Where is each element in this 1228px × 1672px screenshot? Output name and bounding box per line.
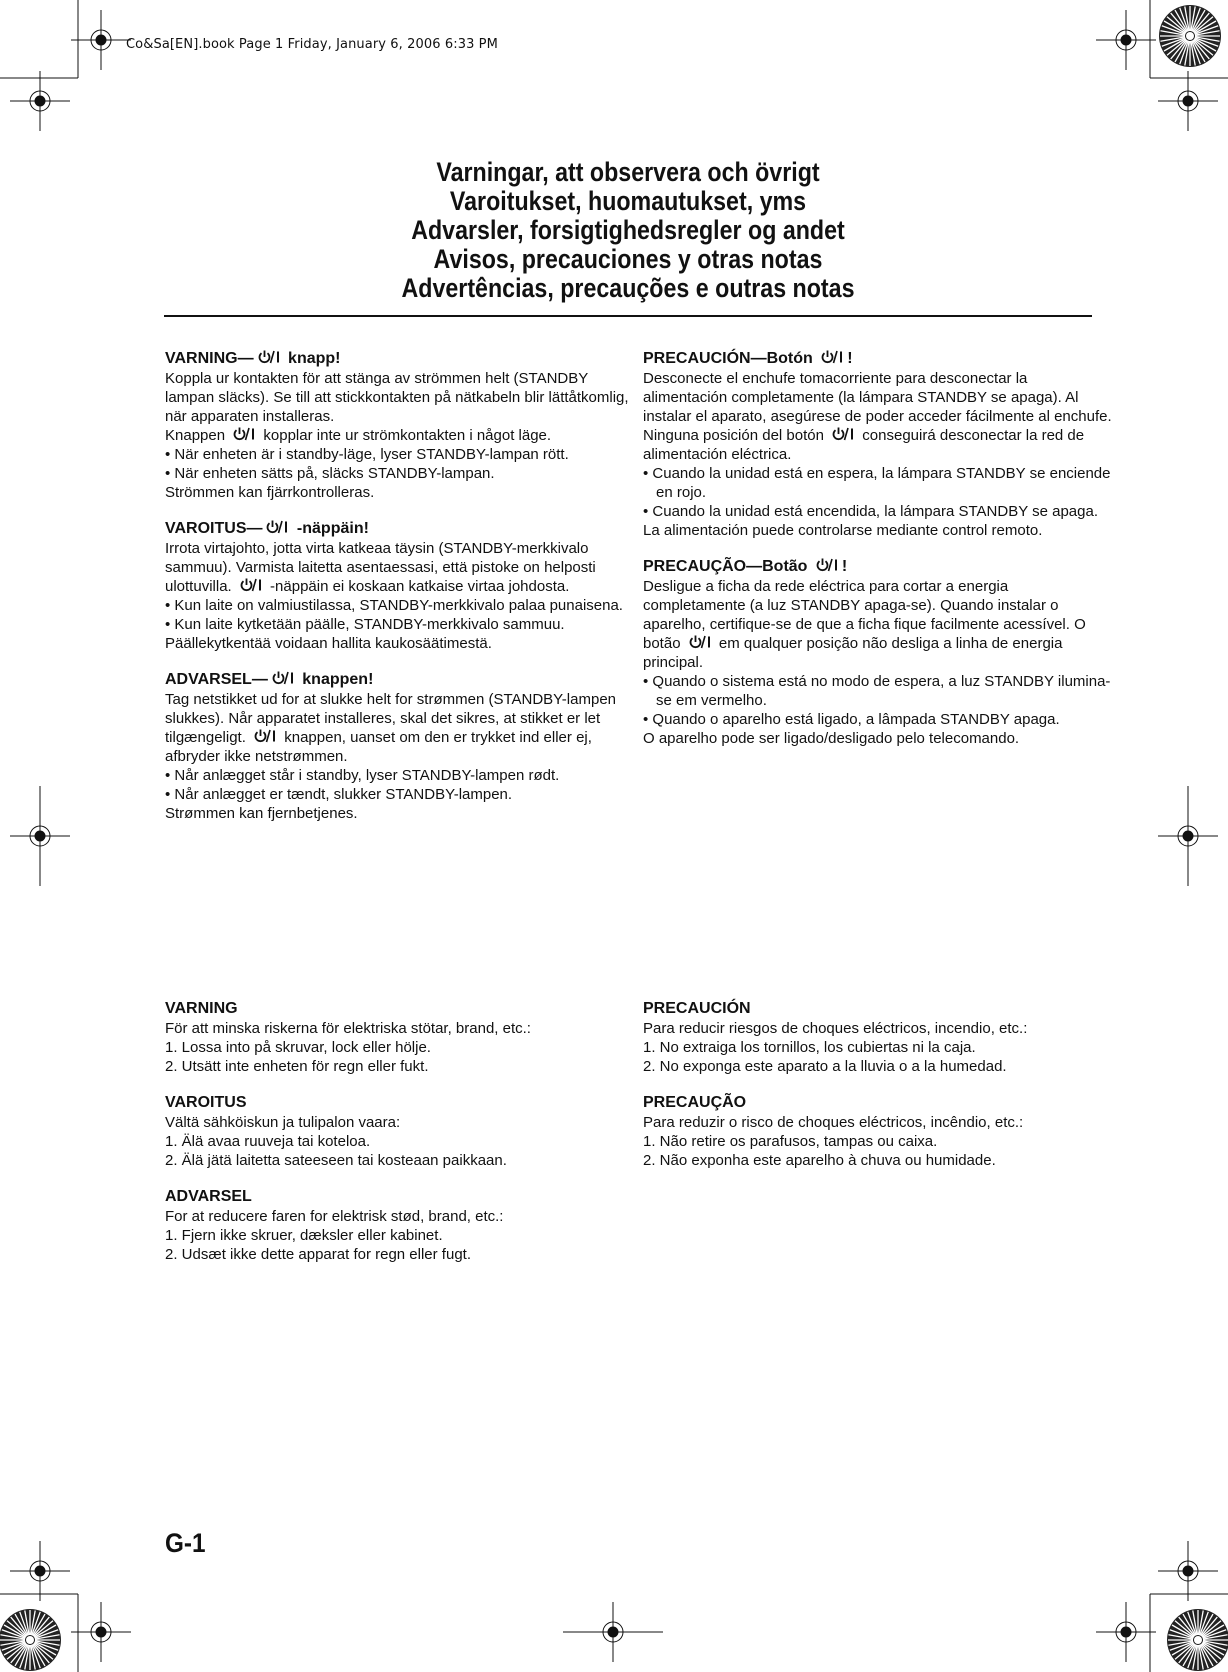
section-heading: PRECAUÇÃO—Botão ! bbox=[643, 558, 848, 575]
title-block bbox=[164, 158, 1092, 303]
starburst-target bbox=[1159, 5, 1221, 67]
paragraph: Strömmen kan fjärrkontrolleras. bbox=[165, 484, 375, 501]
title-swedish: Varningar, att observera och övrigt bbox=[436, 157, 820, 187]
section-heading: ADVARSEL bbox=[165, 1188, 252, 1205]
paragraph: Strømmen kan fjernbetjenes. bbox=[165, 805, 358, 822]
bullet-item: • Cuando la unidad está en espera, la lámpara STANDBY se enciende en rojo. bbox=[643, 465, 1111, 501]
title-danish: Advarsler, forsigtighedsregler og andet bbox=[411, 215, 845, 245]
list-item: 2. Älä jätä laitetta sateeseen tai kosteaan paikkaan. bbox=[165, 1152, 507, 1169]
right-column-power bbox=[643, 349, 1113, 765]
registration-mark bbox=[563, 1602, 663, 1662]
title-finnish: Varoitukset, huomautukset, yms bbox=[449, 186, 807, 216]
registration-mark bbox=[1158, 786, 1218, 886]
standby-power-icon bbox=[265, 519, 289, 535]
section-heading: VARNING— knapp! bbox=[165, 350, 341, 367]
section-heading: PRECAUÇÃO bbox=[643, 1094, 747, 1111]
bullet-item: • När enheten är i standby-läge, lyser STANDBY-lampan rött. bbox=[165, 446, 569, 463]
title-rule bbox=[164, 315, 1092, 317]
bullet-item: • Når anlægget står i standby, lyser STANDBY-lampen rødt. bbox=[165, 767, 560, 784]
section-heading: PRECAUCIÓN bbox=[643, 1000, 751, 1017]
standby-power-icon bbox=[257, 349, 281, 365]
danish-power-warning bbox=[165, 670, 635, 823]
list-item: 2. Não exponha este aparelho à chuva ou humidade. bbox=[643, 1152, 996, 1169]
paragraph: La alimentación puede controlarse mediante control remoto. bbox=[643, 522, 1043, 539]
bullet-item: • När enheten sätts på, släcks STANDBY-lampan. bbox=[165, 465, 495, 482]
bullet-item: • Quando o sistema está no modo de espera, a luz STANDBY ilumina-se em vermelho. bbox=[643, 673, 1111, 709]
list-item: 1. Não retire os parafusos, tampas ou caixa. bbox=[643, 1133, 938, 1150]
registration-mark bbox=[10, 1541, 70, 1601]
page-number: G-1 bbox=[165, 1528, 206, 1558]
standby-power-icon bbox=[831, 426, 855, 442]
paragraph: För att minska riskerna för elektriska stötar, brand, etc.: bbox=[165, 1020, 531, 1037]
list-item: 1. Fjern ikke skruer, dæksler eller kabinet. bbox=[165, 1227, 443, 1244]
standby-power-icon bbox=[820, 349, 844, 365]
paragraph: Koppla ur kontakten för att stänga av strömmen helt (STANDBY lampan släcks). Se till att stickkontakten på nätkabeln blir lättåtkomlig, när apparaten installeras. bbox=[165, 370, 629, 425]
paragraph: Tag netstikket ud for at slukke helt for strømmen (STANDBY-lampen slukkes). Når apparatet installeres, skal det sikres, at stikket er let tilgængeligt. knappen, uanset om den er trykket ind eller ej, afbryder ikke netstrømmen. bbox=[165, 691, 617, 765]
finnish-shock-warning bbox=[165, 1093, 635, 1170]
registration-mark bbox=[71, 1602, 131, 1662]
bullet-item: • Kun laite on valmiustilassa, STANDBY-merkkivalo palaa punaisena. bbox=[165, 597, 623, 614]
registration-mark bbox=[1158, 1541, 1218, 1601]
portuguese-power-warning bbox=[643, 557, 1113, 748]
registration-mark bbox=[1096, 10, 1156, 70]
paragraph: Päällekytkentää voidaan hallita kaukosäätimestä. bbox=[165, 635, 492, 652]
left-column-shock bbox=[165, 999, 635, 1281]
registration-mark bbox=[1158, 71, 1218, 131]
title-spanish: Avisos, precauciones y otras notas bbox=[433, 244, 823, 274]
bullet-item: • Quando o aparelho está ligado, a lâmpada STANDBY apaga. bbox=[643, 711, 1060, 728]
standby-power-icon bbox=[232, 426, 256, 442]
paragraph: Desconecte el enchufe tomacorriente para desconectar la alimentación completamente (la lámpara STANDBY se apaga). Al instalar el aparato, asegúrese de poder acceder fácilmente al enchufe. Ninguna posición del botón conseguirá desconectar la red de alimentación eléctrica. bbox=[643, 370, 1112, 463]
bullet-item: • Cuando la unidad está encendida, la lámpara STANDBY se apaga. bbox=[643, 503, 1098, 520]
standby-power-icon bbox=[688, 634, 712, 650]
list-item: 2. Utsätt inte enheten för regn eller fukt. bbox=[165, 1058, 429, 1075]
section-heading: VAROITUS bbox=[165, 1094, 247, 1111]
left-column-power bbox=[165, 349, 635, 840]
section-heading: VARNING bbox=[165, 1000, 238, 1017]
section-heading: PRECAUCIÓN—Botón ! bbox=[643, 350, 853, 367]
standby-power-icon bbox=[271, 670, 295, 686]
paragraph: O aparelho pode ser ligado/desligado pelo telecomando. bbox=[643, 730, 1020, 747]
bullet-item: • Kun laite kytketään päälle, STANDBY-merkkivalo sammuu. bbox=[165, 616, 565, 633]
standby-power-icon bbox=[239, 577, 263, 593]
print-header: Co&Sa[EN].book Page 1 Friday, January 6, 2006 6:33 PM bbox=[126, 37, 498, 52]
section-heading: VAROITUS— -näppäin! bbox=[165, 520, 369, 537]
swedish-shock-warning bbox=[165, 999, 635, 1076]
spanish-power-warning bbox=[643, 349, 1113, 540]
starburst-target bbox=[1167, 1609, 1228, 1671]
list-item: 1. Lossa into på skruvar, lock eller hölje. bbox=[165, 1039, 431, 1056]
swedish-power-warning bbox=[165, 349, 635, 502]
paragraph: For at reducere faren for elektrisk stød, brand, etc.: bbox=[165, 1208, 504, 1225]
right-column-shock bbox=[643, 999, 1113, 1187]
paragraph: Vältä sähköiskun ja tulipalon vaara: bbox=[165, 1114, 401, 1131]
registration-mark bbox=[1096, 1602, 1156, 1662]
title-portuguese: Advertências, precauções e outras notas bbox=[401, 273, 855, 303]
portuguese-shock-warning bbox=[643, 1093, 1113, 1170]
paragraph: Irrota virtajohto, jotta virta katkeaa täysin (STANDBY-merkkivalo sammuu). Varmista laitetta asentaessasi, että pistoke on helposti ulottuvilla. -näppäin ei koskaan katkaise virtaa johdosta. bbox=[165, 540, 596, 595]
standby-power-icon bbox=[253, 728, 277, 744]
list-item: 2. Udsæt ikke dette apparat for regn eller fugt. bbox=[165, 1246, 471, 1263]
list-item: 1. No extraiga los tornillos, los cubiertas ni la caja. bbox=[643, 1039, 976, 1056]
spanish-shock-warning bbox=[643, 999, 1113, 1076]
paragraph: Para reduzir o risco de choques eléctricos, incêndio, etc.: bbox=[643, 1114, 1024, 1131]
paragraph: Knappen kopplar inte ur strömkontakten i något läge. bbox=[165, 427, 552, 444]
finnish-power-warning bbox=[165, 519, 635, 653]
danish-shock-warning bbox=[165, 1187, 635, 1264]
paragraph: Para reducir riesgos de choques eléctricos, incendio, etc.: bbox=[643, 1020, 1028, 1037]
list-item: 2. No exponga este aparato a la lluvia o a la humedad. bbox=[643, 1058, 1007, 1075]
list-item: 1. Älä avaa ruuveja tai koteloa. bbox=[165, 1133, 371, 1150]
registration-mark bbox=[71, 10, 131, 70]
bullet-item: • Når anlægget er tændt, slukker STANDBY-lampen. bbox=[165, 786, 513, 803]
registration-mark bbox=[10, 71, 70, 131]
paragraph: Desligue a ficha da rede eléctrica para cortar a energia completamente (a luz STANDBY apaga-se). Quando instalar o aparelho, certifique-se de que a ficha fique facilmente acessível. O botão em qualquer posição não desliga a linha de energia principal. bbox=[643, 578, 1086, 671]
section-heading: ADVARSEL— knappen! bbox=[165, 671, 374, 688]
registration-mark bbox=[10, 786, 70, 886]
standby-power-icon bbox=[815, 557, 839, 573]
starburst-target bbox=[0, 1609, 61, 1671]
